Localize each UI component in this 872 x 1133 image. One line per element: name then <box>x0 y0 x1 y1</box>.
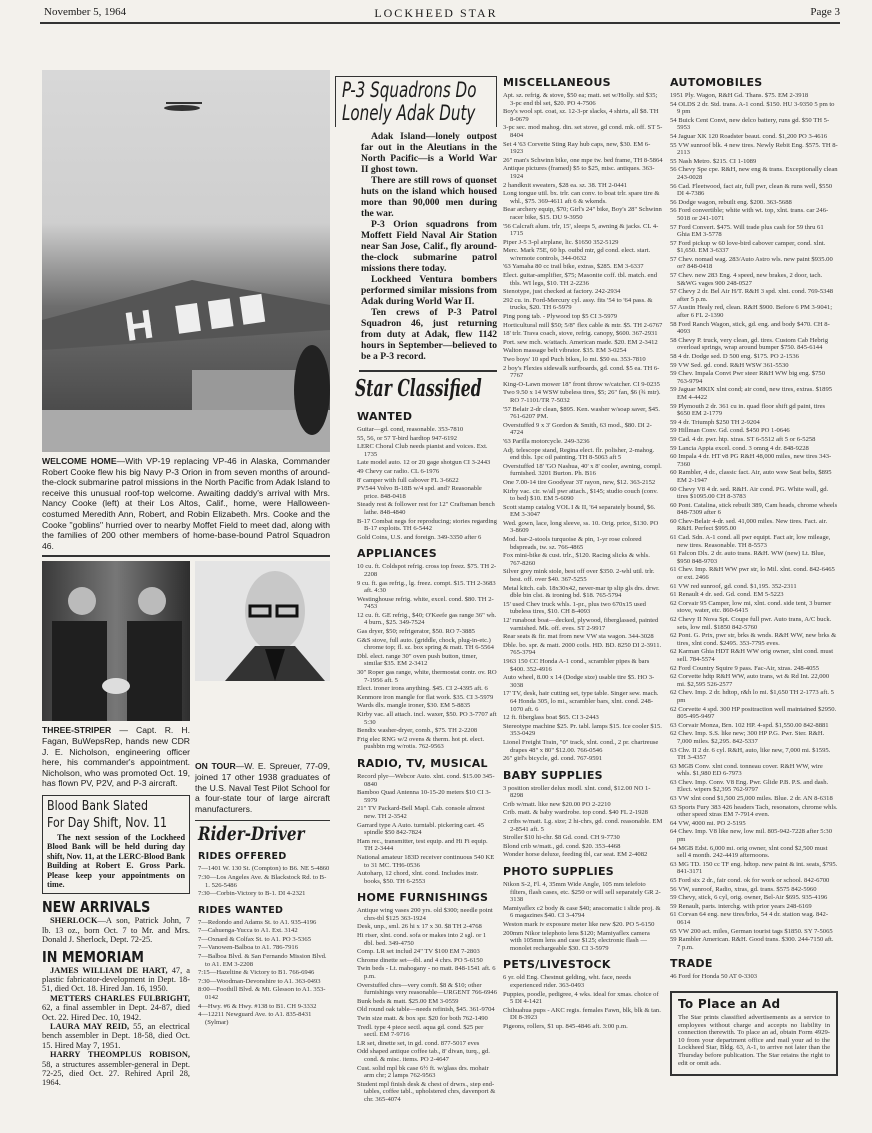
rides-offered-heading: RIDES OFFERED <box>198 851 287 863</box>
classified-ad: National amateur 183D receiver continuous 540 KE to 31 MC. TH6-0536 <box>357 853 495 869</box>
classified-ad: 59 Chev. Impala Convt Pwr steer R&H WW big eng. $750 763-9794 <box>670 370 825 385</box>
spreuer-portrait-photo <box>195 561 330 681</box>
baby-supplies-heading: BABY SUPPLIES <box>503 768 603 782</box>
classified-ad: 59 VW Sed. gd. cond. R&H WSW 361-5530 <box>670 361 789 369</box>
classified-ad: Stroller $10 hi-chr. $8 Gd. cond. CH 9-7730 <box>503 834 620 842</box>
classified-ad: Fox mini-bike & cust. trlr., $120. Racing slicks & whls. 767-8260 <box>503 552 650 567</box>
classified-ad: 59 Hillman Conv. Gd. cond. $450 PO 1-0646 <box>670 427 790 435</box>
classified-ad: 65 VW 200 act. miles, German tourist tags $1850. SY 7-5065 <box>670 927 833 935</box>
classified-ad: Record plyr—Webcor Auto. xlnt. cond. $15.00 345-0840 <box>357 772 495 788</box>
memoriam-entry <box>42 1050 190 1088</box>
classified-ad: Comp. LR set includ 24" TV $100 EM 7-2803 <box>357 948 480 956</box>
classified-ad: 59 Lancia Appia excel. cond. 3 omng 4 dr. 848-9228 <box>670 444 809 452</box>
welcome-home-photo <box>42 70 330 452</box>
classified-ad: Stereotype machine $25. Pr. tabl. lamps $15. Ice cooler $15. 353-0429 <box>503 722 662 738</box>
classified-ad: 54 OLDS 2 dr. Std. trans. A-1 cond. $150. HU 3-9350 5 pm to 9 pm <box>670 100 835 116</box>
classified-column-2 <box>357 410 497 1104</box>
classified-ad: 62 Chev. Imp. 2 dr. hdtop, r&h lo mi. $1,650 TH 2-1773 aft. 5 pm <box>670 689 834 704</box>
p3-subheadline: Lonely Adak Duty <box>342 101 476 125</box>
p3-story-body <box>361 131 497 362</box>
place-ad-text: The Star prints classified advertisements as a service to employees without charge and accepts no liability in connection therewith. To place an ad, obtain Form 4929-10 from your department office and mail your ad to the Lockheed Star, Bldg. 63, A-1, to arrive not later than the Thursday before publication. The Star retains the right to edit or omit ads. <box>678 1013 830 1067</box>
classified-ad: Mamiyaflex c2 body & case $40; anscomatic i slide proj. & 6 magazines $40. CI 3-4794 <box>503 904 661 920</box>
portrait-illustration <box>195 561 330 681</box>
classified-ad: Bunk beds & matt. $25.00 EM 3-0559 <box>357 997 459 1005</box>
classified-ad: 62 Corvette 4 spd. 300 HP positraction well maintained $2950. 805-495-9497 <box>670 705 837 721</box>
classified-ad: Overstuffed 18' 'GO Nashua, 40' x 8' cooler, awning, compl. furnished. 3201 Burton. Ph. B16 <box>503 462 662 478</box>
classified-ad: 26" man's Schwinn bike, one mpe tw. bed frame, TH 8-5864 <box>503 156 663 164</box>
memoriam-name: METTERS CHARLES FULBRIGHT, <box>50 993 190 1003</box>
p3-headline-box <box>335 76 497 127</box>
new-arrivals-heading: NEW ARRIVALS <box>42 898 151 917</box>
classified-ad: 61 VW red sunroof, gd. cond. $1,195. 352-2311 <box>670 582 797 590</box>
classified-ad: 61 Corvan 64 eng. new tires/brks, 54 4 dr. station wag. 842-0614 <box>670 911 829 926</box>
classified-ad: 63 MGB Conv. xlnt cond. tonneau cover. R&H WW, wire whls. $1,980 ED 6-7973 <box>670 762 823 778</box>
new-arrivals-section <box>42 898 190 1088</box>
classified-ad: 26" girl's bicycle, gd. cond. 767-9591 <box>503 755 603 763</box>
classified-ad: 59 Jaguar MKIX xlnt cond; air cond, new tires, extras. $1895 EM 4-4422 <box>670 386 833 401</box>
left-subcolumn-b <box>195 561 330 1088</box>
classified-ad: 15' used Chev truck whls. 1-pr., plus two 670x15 used tubeless tires, $10. CH 8-4093 <box>503 600 646 616</box>
classified-ad: Lionel Freight Train, "0" track, xlnt. cond., 2 pr. chartreuse drapes 48" x 80" $12.00. 766-0546 <box>503 738 659 754</box>
classified-ad: 59 Renault, parts. interchg. with prior years 248-6169 <box>670 902 812 910</box>
classified-ad: Bear archery equip, $70; Girl's 24" bike, Boy's 28" Schwinn racer bike, $15. DU 9-3950 <box>503 206 662 221</box>
classified-ad: Walton massage belt vibrator. $35. EM 3-0254 <box>503 347 627 355</box>
classified-ad: 58 Chevy P. truck, very clean, gd. tires. Custom Cab Hebrig overload springs, wrap around bumper $750. 845-6144 <box>670 336 829 352</box>
classified-ad: 6 yr. old Eng. Chestnut gelding, wht. face, needs experienced rider. 363-0493 <box>503 974 632 989</box>
classified-ad: Guitar—gd. cond, reasonable. 353-7810 <box>357 426 464 433</box>
classified-ad: 30" Roper gas range, white, thermostat contr. ov. RO 7-1956 aft. 5 <box>357 669 497 684</box>
classified-ad: 62 Chevy II Nova Spt. Coupe full pwr. Auto trans, A/C buck. sets, low mil. $1850 842-5760 <box>670 616 832 631</box>
left-subcolumns <box>42 561 330 1088</box>
classified-ad: 12 cu. ft. GE refrig., $40; O'Keefe gas range 36" wh. 4 burn., $25. 349-7524 <box>357 611 497 627</box>
arrival-name: SHERLOCK <box>50 916 98 926</box>
classified-ad: 49 Chevy car radio. CL 6-1976 <box>357 467 440 475</box>
classified-ad: Dble. bo. spr. & matt. 2000 coils. HD. BD. 8250 DI 2-3911. 765-3794 <box>503 641 662 657</box>
classified-ad: 64 Chev. Imp. V8 like new, low mil. 805-942-7228 after 5:30 pm <box>670 828 833 844</box>
caption-lead: WELCOME HOME <box>42 456 117 466</box>
on-tour-caption <box>195 761 330 814</box>
classified-ad: Twin size matt. & box spr. $20 for both 762-1490 <box>357 1015 488 1022</box>
classified-ad: 63 Chev. Imp. Conv. V8 Eng. Pwr. Glide P.B. P.S. and dash. Elect. wipers $2,395 762-9797 <box>670 778 829 794</box>
classified-ad: Metal kitch. cab. 18x30x42, never-mar tp slip gls drs. drwr. dble bin clst. & ironing bd. $18. 765-5794 <box>503 584 660 600</box>
caption-text: —With VP-19 replacing VP-46 in Alaska, Commander Robert Cooke flew his big Navy P-3 Orion in from seven months of around-the-clock submarine patrol missions in the North Pacific from Adak Island to receive this unusual roof-top welcome. Awaiting daddy's arrival with Mrs. Nancy Cooke (left) at their Los Altos, Calif., home, were Halloween-costumed Meredith Ann, Robert, and Robin Elizabeth. Mrs. Cooke and the Cooke ''goblins'' hurried over to nearby Moffet Field to meet dad, along with the families of 200 other members of home-base-bound Patrol Squadron 46. <box>42 456 330 551</box>
classified-ad: Auto wheel, 8.00 x 14 (Dodge size) usable tire $5. HO 3-3038 <box>503 674 655 689</box>
officers-illustration <box>42 561 190 721</box>
story-paragraph: Ten crews of P-3 Patrol Squadron 46, just returning from duty at Adak, flew 1142 hours in September—believed to be a P-3 record. <box>361 307 497 362</box>
ride-offered-item-list <box>198 865 330 897</box>
classified-ad: Merc. Mark 75E, 60 hp. outbd mtr, gd cond. elect. start. w/remote controls, 344-0632 <box>503 247 651 262</box>
classified-ad: 61 Renault 4 dr. sed. Gd. cond. EM 5-5223 <box>670 591 784 599</box>
classified-ad: Pigeons, rollers, $1 up. 845-4846 aft. 3:00 p.m. <box>503 1022 628 1030</box>
blood-bank-text: The next session of the Lockheed Blood Bank will be held during day shift, Nov. 11, at the LERC-Blood Bank Building at Robert E. Gross Park. Please keep your appointments on time. <box>47 832 185 889</box>
three-striper-caption <box>42 725 190 789</box>
issue-date: November 5, 1964 <box>44 6 127 18</box>
classified-ad: King-O-Lawn mower 18" front throw w/catcher. CI 9-0235 <box>503 380 660 388</box>
classified-ad: 65 Ford six 2 dr., fair cond. ok for work or school. 842-6700 <box>670 877 830 884</box>
classified-ad: 63 MG TD. 150 cc TF eng. hdtop. new paint & int. seats, $795. 841-3171 <box>670 860 838 876</box>
classified-ad: LERC Choral Club needs pianist and voices. Ext. 1735 <box>357 443 488 458</box>
memoriam-text: 58, a structures assembler-general in Dept. 72-25, died Oct. 27. Rehired April 28, 1964. <box>42 1059 190 1088</box>
blood-bank-box <box>42 795 190 894</box>
appliances-heading: APPLIANCES <box>357 547 437 561</box>
classified-ad: Mod. bar-2-stools turquoise & pin, 1-yr rose colored bdspreads, tw. sz. 766-4865 <box>503 536 642 551</box>
classified-ad: 62 Karman Ghia HDT R&H WW orig owner, xlnt cond. must sell. 784-5574 <box>670 648 834 663</box>
classified-ad: Boy's wool spt. coat, sz. 12-3-pr slacks, 4 shirts, all $8. TH 8-0679 <box>503 108 659 123</box>
classified-ad: Two 9.50 x 14 WSW tubeless tires, $5; 26" fan, $6 (¾ mtr). RO 7-1101/TR 7-5032 <box>503 389 661 404</box>
classified-ad: Chrome dinette set—tbl. and 4 chrs. PO 5-6150 <box>357 956 483 964</box>
classified-ad: Chihuahua pups - AKC regis. females Fawn, blk, blk & tan. DI 8-3923 <box>503 1006 661 1022</box>
classified-ad: Kenmore iron mangle for flat work. $35. CI 3-5979 <box>357 693 494 701</box>
newspaper-title: LOCKHEED STAR <box>374 6 498 20</box>
memoriam-name: JAMES WILLIAM DE HART, <box>50 965 168 975</box>
divider <box>42 555 330 557</box>
classified-ad: Horticultural mill $50; 5/8" flex cable & mtr. $5. TH 2-6767 <box>503 321 663 329</box>
classified-ad: Adj. telescope stand, Regina elect. flr. polisher, 2-mahog. end tbls. 1pc oil painting. TH 8-5063 aft 5 <box>503 446 655 462</box>
classified-ad: 1963 150 CC Honda A-1 cond., scrambler pipes & bars $400. 352-4916 <box>503 657 650 673</box>
classified-ad: 62 Ford Country Squire 9 pass. Fac-Air, xtras. 248-4055 <box>670 664 819 672</box>
automobiles-heading: AUTOMOBILES <box>670 76 763 89</box>
classified-ad: 55, 56, or 57 T-bird hardtop 947-6192 <box>357 434 457 442</box>
classified-ad: Apt. sz. refrig. & stove, $50 ea; matt. set w/Holly. std $35; 3-pc end tbl set, $20. PO 4-7506 <box>503 92 658 107</box>
classified-ad: Kirby vac. all attach. incl. waxer, $50. PO 3-7707 aft 5:30 <box>357 711 497 726</box>
blood-bank-headline: Blood Bank Slated <box>47 798 148 814</box>
trade-section <box>670 957 838 981</box>
classified-ad: Port. sew mch. w/attach. American made. $20. EM 2-3412 <box>503 338 658 346</box>
place-ad-box <box>670 991 838 1076</box>
classified-ad: Tredl. type 4 piece sectl. aqua gd. cond. $25 per sectl. EM 7-9716 <box>357 1023 484 1039</box>
wanted-section <box>357 410 497 541</box>
classified-ad: Wards dlx. mangle ironer, $30. EM 5-8835 <box>357 702 471 710</box>
trade-heading: TRADE <box>670 957 713 971</box>
ride-wanted-item: 7:30—Woodman-Devonshire to A1. 363-0493 <box>198 977 321 985</box>
house-rooftop-illustration <box>42 70 330 452</box>
classified-ad: PV544 Volvo B-18B w/4 spd. and? Reasonable price. 848-0418 <box>357 485 482 500</box>
classified-ad: 21" TV Packard-Bell Mapl. Cab. console almost new. TH 2-3542 <box>357 805 485 820</box>
classified-ad: 56 VW, sunroof, Radio, xtras, gd. trans. $575 842-5960 <box>670 885 817 893</box>
classified-ad: 56 Ford convertible; white with wt. top, xlnt. trans. car 246-5018 or 241-1071 <box>670 207 829 222</box>
miscellaneous-section <box>503 76 663 763</box>
story-paragraph: There are still rows of quonset huts on the island which housed more than 90,000 men during the war. <box>361 175 497 219</box>
classified-ad: 60 Chev-Belair 4-dr. sed. 41,000 miles. New tires. Fact. air. R&H. Perfect $995.00 <box>670 517 828 533</box>
three-striper-photo <box>42 561 190 721</box>
classified-ad: 56 Dodge wagon, rebuilt eng. $200. 363-5688 <box>670 198 792 206</box>
classified-ad: 18' trlr. Trava coach, stove, refrig. canopy, $600. 367-2931 <box>503 330 658 338</box>
classified-ad: Westinghouse refrig. white, excel. cond. $80. TH 2-7453 <box>357 595 494 611</box>
column-2 <box>335 76 497 1105</box>
classified-ad: Antique wing vases 200 yrs. old $300; needle point chrs-tbl $125 363-1924 <box>357 907 493 922</box>
blood-bank-story <box>47 833 185 889</box>
ride-wanted-item: 8:00—Foothill Blvd. & Mt. Glesson to A1. 353-0142 <box>198 986 326 1002</box>
classified-ad: One 7.00-14 tire Goodyear 3T rayon, new, $12. 363-2152 <box>503 478 656 486</box>
left-subcolumn-a <box>42 561 190 1088</box>
classified-ad: 59 Rambler American. R&H. Good trans. $300. 244-7150 aft. 7 p.m. <box>670 936 834 951</box>
classified-ad: Cust. solid mpl bk case 6½ ft. w/glass drs. mohair arm chr; 2 lamps 762-9563 <box>357 1064 489 1080</box>
classified-ad: 58 4 dr. Dodge sed. D 500 eng. $175. PO 2-1536 <box>670 353 799 360</box>
classified-ad: Piper J-5 3-pl airplane, lic. $1650 352-5129 <box>503 238 619 246</box>
ride-wanted-item: 4—Hwy. #6 & Hwy. #138 to B1. CH 9-3332 <box>198 1002 317 1010</box>
classified-ad: 62 Pont. G. Prix, pwr str, brks & wnds. R&H WW, new brks & tires, xlnt cond. $2495. 353-7795 eves. <box>670 632 837 647</box>
ride-offered-item: 7:30—Corbin-Victory to B-1. DI 4-2321 <box>198 890 306 898</box>
classified-ad: Odd shaped antique coffee tab., 8' divan, turq., gd. cond. & misc. items. PO 2-4647 <box>357 1048 490 1063</box>
classified-ad: 54 Buick Cent Convt, new delco battery, runs gd. $50 TH 5-5953 <box>670 116 830 132</box>
classified-ad: 62 Corvette hdtp R&H WW, auto trans, wt & Rd Int. 22,000 mi. $2,595 526-2577 <box>670 673 830 688</box>
classified-ad: Twin beds - Lt. mahogany - no matt. 848-1541 aft. 6 p.m. <box>357 965 496 981</box>
classified-ad: 61 Falcon Dlx. 2 dr. auto trans. R&H. WW (new) Lt. Blue, $950 848-9703 <box>670 550 826 565</box>
classified-ad: Wed. gown, lace, long sleeve, ss. 10. Orig. price, $130. PO 3-8609 <box>503 519 659 535</box>
classified-ad: Wonder horse deluxe, feeding tbl, car seat. EM 2-4082 <box>503 851 648 859</box>
memoriam-text: 47, a plastic fabricator-development in Dept. 18-51, died Oct. 18. Hired Jan. 16, 1950. <box>42 965 190 994</box>
classified-ad: 59 Cad. 4 dr. pwr. htp. xtras. ST 6-5512 aft 5 or 6-5258 <box>670 435 816 443</box>
classified-ad: 60 Impala 4 dr. HT v8 PG R&H 48,000 miles, new tires 343-7360 <box>670 453 832 468</box>
classified-ad: 63 VW xlnt cond $1,500 25,000 miles. Blue. 2 dr. AN 8-6318 <box>670 795 833 803</box>
classified-ad: Crib w/matt. like new $20.00 PO 2-2210 <box>503 800 611 808</box>
classified-ad: 58 Ford Ranch Wagon, stick, gd. eng. and body $470. CH 8-4093 <box>670 320 830 336</box>
ride-offered-item: 7—1401 W. 130 St. (Compton) to B6. NE 5-4860 <box>198 865 330 873</box>
classified-ad: '57 Belair 2-dr clean, $895. Ken. washer w/soap saver, $45. 761-6207 PM. <box>503 405 660 421</box>
classified-ad: 2 cribs w/matt. Lg. size; 2 hi-chrs, gd. cond. reasonable. EM 2-8541 aft. 5 <box>503 818 663 833</box>
classified-ad: 59 4 dr. Triumph $250 TH 2-9204 <box>670 418 760 426</box>
memoriam-entry <box>42 966 190 994</box>
classified-ad: Gold Coins, U.S. and foreign. 349-3350 after 6 <box>357 533 482 541</box>
classified-ad: Bendix washer-dryer, comb., $75. TH 2-2208 <box>357 727 478 735</box>
classified-ad: 64 VW, 4000 mi. PO 2-5195 <box>670 819 746 827</box>
classified-ad: Overstuffed chrs—very comft. $8 & $10; other furnishings very reasonable—URGENT 766-6946 <box>357 981 498 997</box>
radio-tv-musical-heading: RADIO, TV, MUSICAL <box>357 756 488 770</box>
ride-wanted-item: 7—Oxnard & Colfax St. to A1. PO 3-5365 <box>198 935 312 943</box>
left-column <box>42 70 330 1088</box>
classified-ad: 64 MGB Edst. 6,000 mi. orig owner, xlnt cond $2,500 must sell 4 month. 242-4419 afternoons. <box>670 844 828 860</box>
classified-ad: Overstuffed 9 x 3' Gordon & Smith, 63 mod., $80. DI 2-4724 <box>503 421 652 437</box>
classified-ad: 12' runabout boat—decked, plywood, fiberglassed, painted varnished. Mk. off. eves. ST 2-9917 <box>503 617 659 632</box>
caption-text: —W. E. Spreuer, 77-09, joined 17 other 1938 graduates of the U.S. Naval Test Pilot School for a four-state tour of large aircraft manufacturers. <box>195 761 330 814</box>
classified-ad: Desk, unp., sml. 26 hi x 17 x 30. $8 TH 2-4768 <box>357 923 482 931</box>
caption-lead: ON TOUR <box>195 761 236 772</box>
classified-ad: Elect. guitar-amplifier, $75; Masonite coff. tbl. match. end tbls. WI legs, $10. TH 2-2236 <box>503 272 658 287</box>
rider-driver-section <box>195 823 330 1026</box>
classified-ad: 57 Chev. new 283 Eng. 4 speed, new brakes, 2 door, tach. S&WG vages 900 248-0527 <box>670 272 823 287</box>
memoriam-name: HARRY THEOMPLUS ROBISON, <box>50 1050 190 1060</box>
classified-ad: 59 Plymouth 2 dr. 361 cu in. quad floor shift gd paint, tires $650 EM 2-1779 <box>670 402 826 418</box>
classified-ad: Elect. ironer irons anything. $45. CI 2-4395 aft. 6 <box>357 685 488 693</box>
memoriam-text: 62, a final assembler in Dept. 24-87, died Oct. 22. Hired Dec. 10, 1942. <box>42 1003 190 1022</box>
rides-wanted-heading: RIDES WANTED <box>198 904 284 916</box>
classified-ad: '56 Calcraft alum. trlr, 15', sleeps 5, awning & jacks. CL 4-1715 <box>503 222 659 238</box>
classified-ad: 8' camper with full cabover FL 3-6622 <box>357 476 459 484</box>
arrival-text: —A son, Patrick John, 7 lb. 13 oz., born Oct. 7 to Mr. and Mrs. Donald J. Sherlock, Dept. 72-25. <box>42 916 190 945</box>
classified-ad: 2 handknit sweaters, $28 ea. sz. 38. TH 2-0441 <box>503 181 628 189</box>
classified-ad: 292 cu. in. Ford-Mercury cyl. assy. fits '54 to '64 pass. & trucks, $20. TH 6-5979 <box>503 296 653 312</box>
ride-wanted-item: 4—12211 Newguard Ave. to A1. 835-8431 (Sylmar) <box>198 1011 312 1026</box>
classified-ad: 46 Ford for Honda 50 AT 0-3303 <box>670 973 758 981</box>
classified-ad: Ping pong tab. - Plywood top $5 CI 3-5979 <box>503 313 618 321</box>
classified-ad: 57 Chev. nomad wag. 283/Auto Astro wls. new paint $935.00 or? 848-0418 <box>670 255 833 271</box>
classified-ad: Silver grey mink stole, best off over $350. 2-whl util. trlr. best. off. over $40. 367-5255 <box>503 568 655 584</box>
classified-ad: 55 VW sunroof blk. 4 new tires. Newly Rebit Eng. $575. TH 8-2113 <box>670 141 838 157</box>
classified-ad: 60 Rambler, 4 dr., classic fact. Air, auto wsw Seat belts, $895 EM 2-1947 <box>670 469 832 484</box>
classified-ad: Two boys' 10 spd Puch bikes, lo mi. $50 ea. 353-7810 <box>503 356 646 363</box>
appliances-section <box>357 547 497 751</box>
radio-tv-musical-section <box>357 757 497 885</box>
classified-ad: 63 Sports Fury 383 426 headers Tach, resonators, chrome whls. other speed xtras EM 7-7914 even. <box>670 803 838 819</box>
ride-wanted-item: 7—Vanowen-Balboa to A1. 786-7916 <box>198 944 298 952</box>
classified-ad: '63 Parilla motorcycle. 249-3236 <box>503 437 590 445</box>
classified-ad: Student mpl finish desk & chest of drwrs., step end-tables, coffee tabl., upholstered chrs, davenport & chr. 365-4074 <box>357 1080 496 1103</box>
classified-ad: Blond crib w/matt., gd. cond. $20. 353-4468 <box>503 842 621 850</box>
place-ad-heading: To Place an Ad <box>678 996 781 1011</box>
memoriam-entry <box>42 1022 190 1050</box>
classified-ad: B-17 Combat negs for reproducing; stories regarding B-17 exploits. TH 6-5442 <box>357 517 497 533</box>
classified-ad: Scott stamp catalog VOL I & II, '64 separately bound, $6. EM 3-3047 <box>503 503 656 519</box>
classified-ad: 12 ft. fiberglass boat $65. CI 3-2443 <box>503 714 599 722</box>
page-number: Page 3 <box>810 6 840 18</box>
classified-ad: 63 Chv. II 2 dr. 6 cyl. R&H, auto, like new, 7,000 mi. $1595. TH 3-4357 <box>670 746 831 762</box>
memoriam-name: LAURA MAY REID, <box>50 1022 130 1031</box>
pets-livestock-heading: PETS/LIVESTOCK <box>503 958 611 972</box>
in-memoriam-heading: IN MEMORIAM <box>42 947 144 966</box>
classified-ad: Gas dryer, $50; refrigerator, $50. RO 7-3885 <box>357 628 475 636</box>
story-paragraph: Lockheed Ventura bombers performed similar missions from Adak during World War II. <box>361 274 497 307</box>
ride-wanted-item: 7—Cahuenga-Yucca to A1. Ext. 3142 <box>198 927 298 935</box>
rider-driver-heading: Rider-Driver <box>198 823 305 846</box>
classified-ad: 2 boy's Flexies sidewalk surfboards, gd. cond. $5 ea. TH 6-7767 <box>503 364 660 380</box>
pets-livestock-section <box>503 958 663 1030</box>
classified-ad: '63 Yamaha 80 cc trail bike, extras, $285. EM 3-6337 <box>503 263 644 271</box>
classified-ad: Ham rec., transmitter, test equip. and Hi Fi equip. TH 2-3444 <box>357 837 488 853</box>
divider <box>359 370 497 372</box>
classified-ad: Frig elec RNG w/2 ovens & therm. hot pt. elect. pushbtn rng w/rotis. 762-9563 <box>357 735 485 751</box>
wanted-heading: WANTED <box>357 410 413 423</box>
classified-ad: G&S stove, full auto. (griddle, chock, plug-in-etc.) chrome top; fl. sz. box spring & matt. TH 6-5564 <box>357 636 494 652</box>
star-classified-heading: Star Classified <box>355 375 482 402</box>
classified-column-4 <box>670 70 838 1076</box>
classified-ad: Puppies, poodle, pedigree, 4 wks. ideal for xmas. choice of 5 DI 4-1421 <box>503 990 659 1006</box>
blood-bank-subheadline: For Day Shift, Nov. 11 <box>47 815 168 831</box>
classified-ad: 1951 Ply. Wagon, R&H Gd. Thans. $75. EM 2-3918 <box>670 92 809 99</box>
classified-ad: Rear seats & fir. mat from new VW sta wagon. 344-3028 <box>503 633 654 641</box>
memoriam-entry <box>42 994 190 1022</box>
classified-column-3 <box>503 70 663 1032</box>
classified-ad: Steady rest & follower rest for 12" Craftsman bench lathe. 848-4840 <box>357 501 495 516</box>
classified-ad: 54 Jaguar XK 120 Roadster beaut. cond. $1,200 PO 3-4616 <box>670 132 828 140</box>
classified-ad: Nikon S-2, Fl. 4, 35mm Wide Angle, 105 mm telefoto filters, flash cases, etc. $250 or will sell separately GR 2-3138 <box>503 881 661 904</box>
classified-ad: 56 Chevy Spe cpe. R&H, new eng & trans. Exceptionally clean 243-0028 <box>670 166 838 181</box>
photo-supplies-section <box>503 865 663 952</box>
masthead-rule <box>40 22 840 24</box>
classified-ad: Bamboo Quad Antenna 10-15-20 meters $10 CI 3-5979 <box>357 789 491 804</box>
classified-ad: Set 4 '63 Corvette Sting Ray hub caps, new, $30. EM 6-1923 <box>503 140 651 156</box>
classified-ad: 60 Pont. Catalina, stick rebuilt 389, Cam heads, chrome wheels 848-7309 after 6 <box>670 501 838 517</box>
classified-ad: Crib. matt. & baby wardrobe. top cond. $40 FL 2-1928 <box>503 809 648 817</box>
photo-supplies-heading: PHOTO SUPPLIES <box>503 865 615 879</box>
classified-ad: LR set, dinette set, in gd. cond. 877-5017 eves <box>357 1039 480 1047</box>
home-furnishings-heading: HOME FURNISHINGS <box>357 891 489 905</box>
classified-ad: Weston mark iv exposure meter like new $20. PO 5-6150 <box>503 921 655 928</box>
classified-ad: 62 Chev. Imp. S.S. like new; 300 HP P.G. Pwr. Ster. R&H. 7,000 miles. $2,295. 842-5337 <box>670 730 825 745</box>
welcome-home-caption <box>42 456 330 551</box>
classified-ad: Antique pictures (framed) $5 to $25, misc. antiques. 363-1924 <box>503 165 655 180</box>
p3-headline: P-3 Squadrons Do <box>342 78 477 102</box>
divider <box>195 820 330 821</box>
classified-ad: 17' TV, desk, hair cutting set, type table. Singer sew. mach. 64 Honda 305, lo mi., scrambler bars, xlnt. cond. 248-1070 aft. 6 <box>503 690 659 713</box>
baby-supplies-section <box>503 769 663 859</box>
classified-ad: 56 Cad. Fleetwood, fact air, full pwr, clean & runs well, $550 DI 4-7386 <box>670 182 833 198</box>
classified-ad: Long tongue util. bx. trlr. can conv. to boat trlr. spare tire & whl., $75. 369-4611 aft 6 & wkends. <box>503 190 660 205</box>
classified-ad: 3 position stroller delux modl. xlnt. cond, $12.00 NO 1-8298 <box>503 784 651 800</box>
classified-ad: 59 Chevy, stick, 6 cyl, orig. owner, Bel-Air $695. 935-4196 <box>670 894 828 902</box>
ride-wanted-item: 7:15—Hazeltine & Victory to B1. 766-6946 <box>198 969 315 977</box>
ride-wanted-item: 7—Balboa Blvd. & San Fernando Mission Blvd. to A1. EM 3-2208 <box>198 953 327 968</box>
memoriam-list <box>42 966 190 1088</box>
classified-ad: Kirby vac. cir. w/all pwr attach., $145; studio couch (conv. to bed) $10. EM 5-6090 <box>503 487 658 503</box>
classified-ad: 62 Corvair 95 Camper, low mi, xlnt. cond. side tent, 3 burner stove, water, etc. 860-6415 <box>670 599 832 615</box>
caption-lead: THREE-STRIPER <box>42 725 112 736</box>
classified-ad: 55 Nash Metro. $215. CI 1-1089 <box>670 157 757 165</box>
classified-ad: 3-pc sec. mod mahog. din. set stove, gd cond. mk. off. ST 5-8404 <box>503 124 663 139</box>
classified-ad: 9 cu. ft. gas refrig., lg. freez. compt. $15. TH 2-3683 aft. 4:30 <box>357 579 496 595</box>
classified-ad: Late model auto. 12 or 20 gage shotgun CI 3-2443 <box>357 459 491 467</box>
miscellaneous-heading: MISCELLANEOUS <box>503 76 611 89</box>
ride-wanted-item: 7—Redondo and Adams St. to A1. 935-4196 <box>198 918 317 926</box>
classified-ad: 10 cu. ft. Coldspot refrig. cross top freez. $75. TH 2-2208 <box>357 563 497 578</box>
classified-ad: 57 Ford pickup w 60 love-bird cabover camper, cond. xlnt. $1,650. EM 3-6337 <box>670 239 826 255</box>
classified-ad: 61 Cad. Sdn. A-1 cond. all pwr equipt. Fact air, low mileage, new tires. Reasonable. TH 8-5573 <box>670 534 831 549</box>
classified-ad: Hi riser, xlnt. cond. sofa or makes into 2 sgl. or 1 dbl. bed. 349-4750 <box>357 932 487 947</box>
story-paragraph: P-3 Orion squadrons from Moffett Field Naval Air Station near San Jose, Calif., fly around-the-clock submarine patrol missions there today. <box>361 219 497 274</box>
classified-ad: 63 Corvair Monza, Brn. 102 HP. 4-spd. $1,550.00 842-8881 <box>670 721 829 729</box>
classified-ad: Autoharp, 12 chord, xlnt. cond. Includes instr. books, $50. TH 6-2553 <box>357 870 479 885</box>
classified-ad: 57 Chevy 2 dr. Bel Air H/T. R&H 3 spd. xlnt. cond. 769-5348 after 5 p.m. <box>670 288 834 303</box>
story-paragraph: Adak Island—lonely outpost far out in the Aleutians in the North Pacific—is a World War II ghost town. <box>361 131 497 175</box>
classified-ad: 57 Ford Convert. $475. Will trade plus cash for 59 thru 61 Ghia EM 3-5778 <box>670 223 824 239</box>
ride-offered-item: 7:30—Los Angeles Ave. & Blackstock Rd. to B-1. 526-5486 <box>198 873 327 889</box>
caption-text: — Capt. R. H. Fagan, BuWepsRep, hands new CDR J. E. Nicholson, engineering officer here, his commander's appointment. Nicholson, who was promoted Oct. 19, has flown PV, P2V, and P-3 aircraft. <box>42 725 190 789</box>
classified-ad: Old round oak table—needs refinish, $45. 361-9704 <box>357 1006 495 1014</box>
classified-ad: 61 Chev. Imp. R&H WW pwr str, lo Mil. xlnt. cond. 842-6465 or ext. 2466 <box>670 566 835 582</box>
memoriam-text: 55, an electrical bench assembler in Dept. 18-58, died Oct. 15. Hired May 7, 1951. <box>42 1022 190 1050</box>
classified-ad: Garrard type A Auto. turntabl. pickering cart. 45 spindle $50 842-7824 <box>357 821 485 837</box>
classified-ad: 200mm Nikor telephoto lens $120; Mamiyaflex camera with 105mm lens and case $125; electronic flash — monolet rechargeable $30. CI 3-5979 <box>503 929 650 952</box>
classified-ad: 57 Austin Healy red, clean. R&H $900. Before 6 PM 3-9041; after 6 FL 2-1390 <box>670 304 833 320</box>
home-furnishings-section <box>357 891 497 1103</box>
ride-wanted-item-list <box>198 919 330 1027</box>
classified-ad: Stenotype, just checked at factory. 242-2934 <box>503 288 621 296</box>
classified-ad: Dbl. elect. range 30" oven push button, timer, similar $35. EM 2-3412 <box>357 652 478 668</box>
automobiles-section <box>670 76 838 951</box>
classified-ad: 60 Chevy V8 4 dr. sed. R&H. Air cond. PG. White wall, gd. tires $1095.00 CH 8-3783 <box>670 485 829 501</box>
